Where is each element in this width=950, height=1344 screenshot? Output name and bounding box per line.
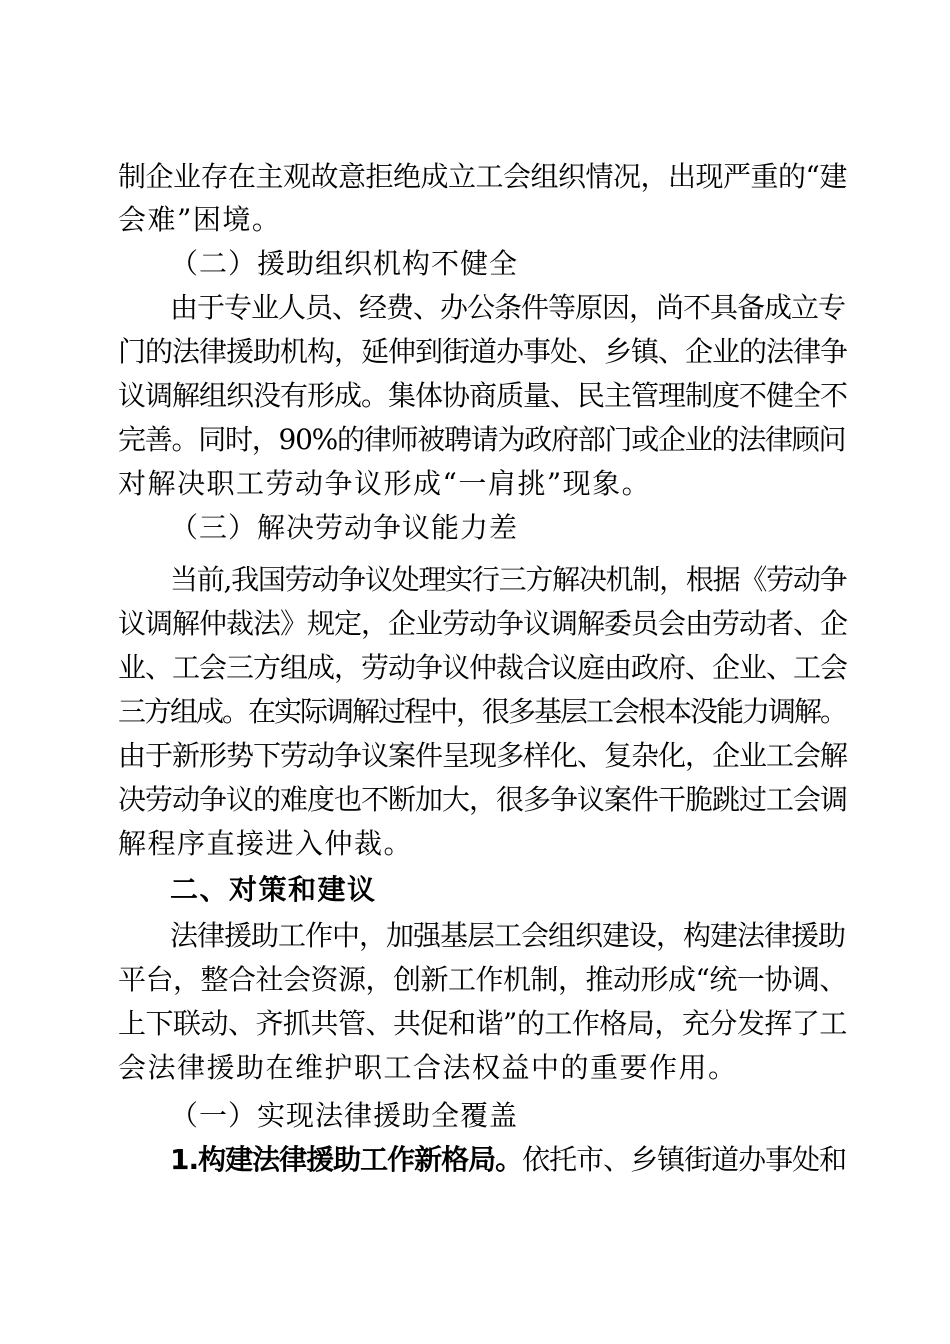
- section-heading: （二）援助组织机构不健全: [170, 247, 519, 280]
- paragraph-line: 由于新形势下劳动争议案件呈现多样化、复杂化，企业工会解: [118, 739, 848, 772]
- paragraph-line: 当前,我国劳动争议处理实行三方解决机制，根据《劳动争: [170, 563, 847, 596]
- paragraph-line: 业、工会三方组成，劳动争议仲裁合议庭由政府、企业、工会: [118, 651, 848, 684]
- paragraph-line: 门的法律援助机构，延伸到街道办事处、乡镇、企业的法律争: [118, 335, 848, 368]
- paragraph-line: 完善。同时，90%的律师被聘请为政府部门或企业的法律顾问: [118, 423, 846, 456]
- paragraph-line: 平台，整合社会资源，创新工作机制，推动形成“统一协调、: [118, 963, 847, 996]
- paragraph-line: 议调解组织没有形成。集体协商质量、民主管理制度不健全不: [118, 379, 848, 412]
- chapter-heading: 二、对策和建议: [170, 873, 377, 906]
- paragraph-line: 由于专业人员、经费、办公条件等原因，尚不具备成立专: [170, 291, 846, 324]
- paragraph-line: 上下联动、齐抓共管、共促和谐”的工作格局，充分发挥了工: [118, 1007, 847, 1040]
- paragraph-line: 制企业存在主观故意拒绝成立工会组织情况，出现严重的“建: [118, 160, 847, 193]
- paragraph-line: 会难”困境。: [118, 203, 282, 236]
- paragraph-line: 解程序直接进入仲裁。: [118, 827, 414, 860]
- paragraph-line-lead: [170, 1138, 846, 1182]
- paragraph-text: 依托市、乡镇街道办事处和: [522, 1143, 847, 1176]
- paragraph-line: 会法律援助在维护职工合法权益中的重要作用。: [118, 1051, 738, 1084]
- paragraph-line: 对解决职工劳动争议形成“一肩挑”现象。: [118, 467, 652, 500]
- paragraph-line: 三方组成。在实际调解过程中，很多基层工会根本没能力调解。: [118, 695, 847, 728]
- section-heading: （三）解决劳动争议能力差: [170, 511, 519, 544]
- section-heading: （一）实现法律援助全覆盖: [170, 1099, 519, 1132]
- paragraph-line: 法律援助工作中，加强基层工会组织建设，构建法律援助: [170, 919, 846, 952]
- paragraph-line: 决劳动争议的难度也不断加大，很多争议案件干脆跳过工会调: [118, 783, 848, 816]
- paragraph-line: 议调解仲裁法》规定，企业劳动争议调解委员会由劳动者、企: [118, 607, 848, 640]
- bold-lead-text: 1.构建法律援助工作新格局。: [170, 1143, 523, 1176]
